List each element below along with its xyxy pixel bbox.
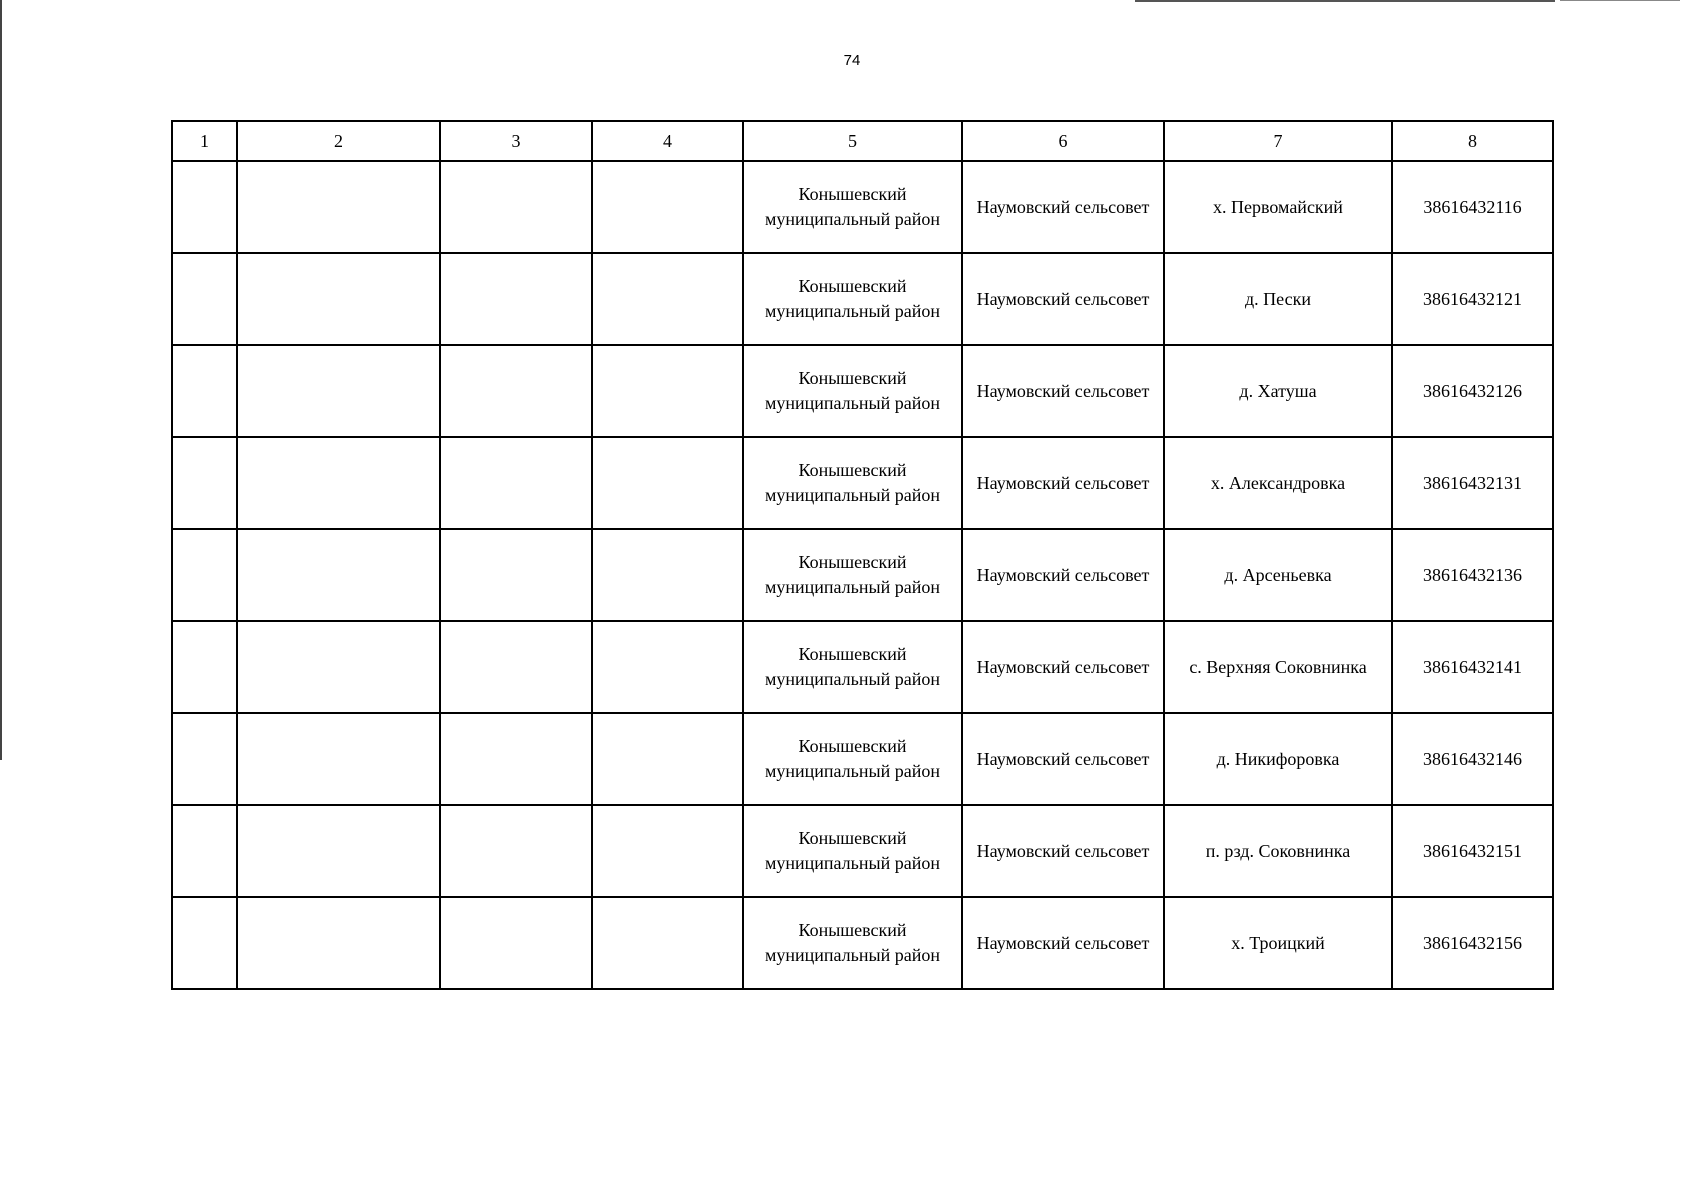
- column-header: 1: [172, 121, 237, 161]
- code-cell: 38616432156: [1392, 897, 1553, 989]
- table-cell: [172, 437, 237, 529]
- district-cell: Конышевский муниципальный район: [743, 437, 962, 529]
- code-cell: 38616432116: [1392, 161, 1553, 253]
- council-cell: Наумовский сельсовет: [962, 253, 1164, 345]
- table-cell: [237, 529, 440, 621]
- table-cell: [440, 253, 592, 345]
- code-cell: 38616432126: [1392, 345, 1553, 437]
- column-header: 3: [440, 121, 592, 161]
- table-cell: [172, 897, 237, 989]
- table-cell: [172, 805, 237, 897]
- table-cell: [592, 621, 743, 713]
- table-row: [172, 253, 1553, 345]
- table-row: [172, 621, 1553, 713]
- column-header: 8: [1392, 121, 1553, 161]
- district-cell: Конышевский муниципальный район: [743, 621, 962, 713]
- council-cell: Наумовский сельсовет: [962, 897, 1164, 989]
- table-cell: [440, 621, 592, 713]
- code-cell: 38616432121: [1392, 253, 1553, 345]
- code-cell: 38616432141: [1392, 621, 1553, 713]
- code-cell: 38616432146: [1392, 713, 1553, 805]
- district-cell: Конышевский муниципальный район: [743, 345, 962, 437]
- table-cell: [592, 897, 743, 989]
- settlement-cell: п. рзд. Соковнинка: [1164, 805, 1392, 897]
- table-cell: [440, 529, 592, 621]
- column-header: 5: [743, 121, 962, 161]
- council-cell: Наумовский сельсовет: [962, 437, 1164, 529]
- settlement-cell: д. Арсеньевка: [1164, 529, 1392, 621]
- table-row: [172, 437, 1553, 529]
- scan-edge-line: [0, 0, 2, 760]
- column-header: 7: [1164, 121, 1392, 161]
- settlement-cell: с. Верхняя Соковнинка: [1164, 621, 1392, 713]
- table-row: [172, 897, 1553, 989]
- settlement-cell: х. Троицкий: [1164, 897, 1392, 989]
- settlement-cell: х. Первомайский: [1164, 161, 1392, 253]
- table-row: [172, 345, 1553, 437]
- table-cell: [172, 529, 237, 621]
- table-cell: [237, 713, 440, 805]
- table-row: [172, 713, 1553, 805]
- district-cell: Конышевский муниципальный район: [743, 805, 962, 897]
- settlements-table: [171, 120, 1554, 990]
- council-cell: Наумовский сельсовет: [962, 621, 1164, 713]
- table-cell: [237, 345, 440, 437]
- table-cell: [172, 345, 237, 437]
- settlement-cell: д. Пески: [1164, 253, 1392, 345]
- table-row: [172, 161, 1553, 253]
- settlement-cell: д. Хатуша: [1164, 345, 1392, 437]
- table-cell: [440, 437, 592, 529]
- table-cell: [440, 713, 592, 805]
- table-cell: [440, 345, 592, 437]
- table-cell: [172, 621, 237, 713]
- table-cell: [592, 805, 743, 897]
- council-cell: Наумовский сельсовет: [962, 805, 1164, 897]
- settlement-cell: д. Никифоровка: [1164, 713, 1392, 805]
- district-cell: Конышевский муниципальный район: [743, 253, 962, 345]
- scan-edge-line: [1135, 0, 1555, 2]
- district-cell: Конышевский муниципальный район: [743, 713, 962, 805]
- code-cell: 38616432151: [1392, 805, 1553, 897]
- table-cell: [237, 253, 440, 345]
- settlement-cell: х. Александровка: [1164, 437, 1392, 529]
- page-number: 74: [843, 52, 861, 69]
- council-cell: Наумовский сельсовет: [962, 529, 1164, 621]
- column-header: 2: [237, 121, 440, 161]
- district-cell: Конышевский муниципальный район: [743, 529, 962, 621]
- table-cell: [592, 345, 743, 437]
- table-cell: [172, 253, 237, 345]
- table-cell: [237, 805, 440, 897]
- council-cell: Наумовский сельсовет: [962, 161, 1164, 253]
- table-cell: [592, 437, 743, 529]
- district-cell: Конышевский муниципальный район: [743, 897, 962, 989]
- table-cell: [592, 713, 743, 805]
- table-cell: [592, 161, 743, 253]
- table-cell: [440, 897, 592, 989]
- table-row: [172, 529, 1553, 621]
- table-cell: [592, 529, 743, 621]
- column-header: 6: [962, 121, 1164, 161]
- table-cell: [237, 437, 440, 529]
- table-cell: [592, 253, 743, 345]
- council-cell: Наумовский сельсовет: [962, 345, 1164, 437]
- table-cell: [440, 161, 592, 253]
- table-cell: [237, 161, 440, 253]
- table-cell: [237, 897, 440, 989]
- code-cell: 38616432136: [1392, 529, 1553, 621]
- district-cell: Конышевский муниципальный район: [743, 161, 962, 253]
- table-cell: [172, 161, 237, 253]
- table-cell: [172, 713, 237, 805]
- council-cell: Наумовский сельсовет: [962, 713, 1164, 805]
- table-cell: [237, 621, 440, 713]
- table-cell: [440, 805, 592, 897]
- scan-edge-line: [1560, 0, 1680, 1]
- code-cell: 38616432131: [1392, 437, 1553, 529]
- table-row: [172, 805, 1553, 897]
- column-header: 4: [592, 121, 743, 161]
- header-row: [172, 121, 1553, 161]
